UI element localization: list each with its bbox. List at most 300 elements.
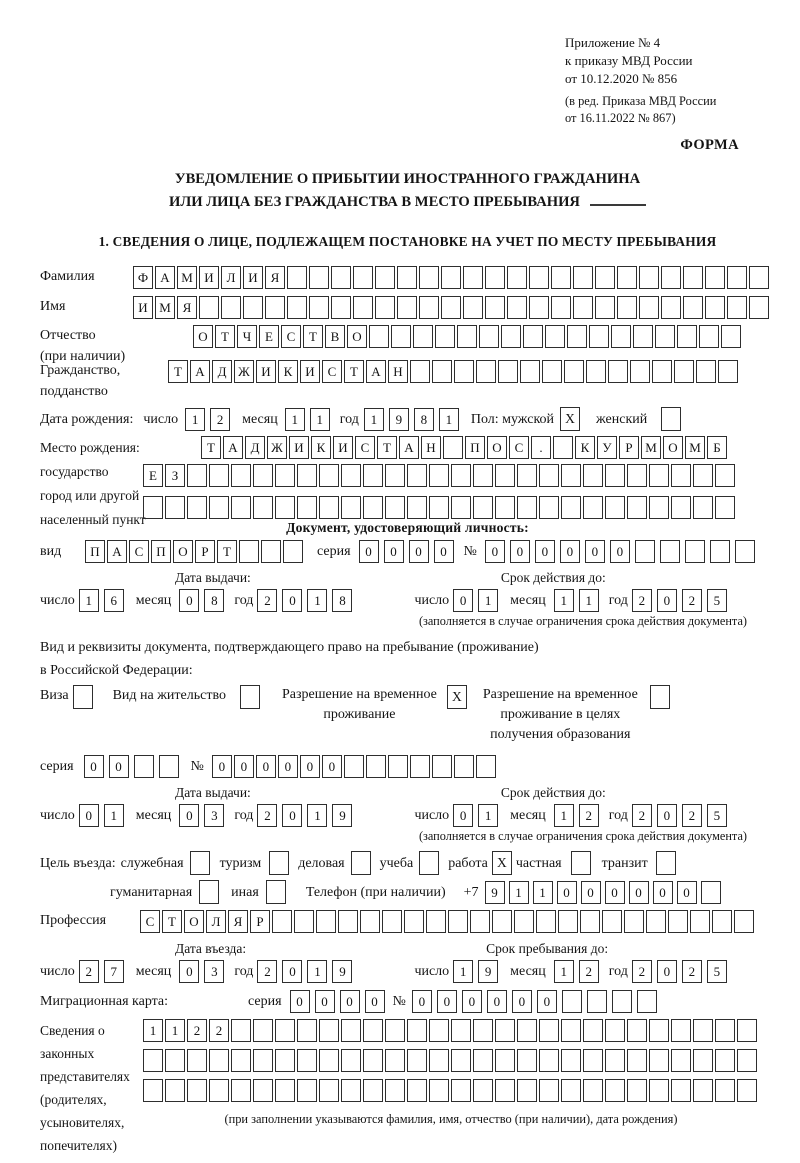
- char-cell: [385, 1049, 405, 1072]
- char-cell: [617, 296, 637, 319]
- char-cell: [448, 910, 468, 933]
- char-cell: [375, 296, 395, 319]
- char-cell: [187, 1079, 207, 1102]
- char-cell: Т: [377, 436, 397, 459]
- char-cell: 2: [682, 589, 702, 612]
- char-cell: Н: [421, 436, 441, 459]
- char-cell: Т: [215, 325, 235, 348]
- form-title-line1: УВЕДОМЛЕНИЕ О ПРИБЫТИИ ИНОСТРАННОГО ГРАЖДАНИНА: [174, 171, 641, 187]
- char-cell: [473, 1079, 493, 1102]
- char-cell: [485, 266, 505, 289]
- char-cell: 0: [282, 804, 302, 827]
- birthdate-label: Дата рождения:: [40, 411, 134, 427]
- char-cell: [612, 990, 632, 1013]
- char-cell: 9: [332, 960, 352, 983]
- char-cell: [514, 910, 534, 933]
- doc-date-headers: [40, 567, 775, 588]
- char-cell: 0: [512, 990, 532, 1013]
- char-cell: 0: [179, 804, 199, 827]
- purpose-private-checkbox: [571, 851, 591, 875]
- char-cell: И: [289, 436, 309, 459]
- char-cell: [294, 910, 314, 933]
- purpose-humanitarian-checkbox: [199, 880, 219, 904]
- char-cell: [479, 325, 499, 348]
- char-cell: 8: [204, 589, 224, 612]
- char-cell: 0: [610, 540, 630, 563]
- char-cell: [297, 1019, 317, 1042]
- char-cell: [539, 1049, 559, 1072]
- char-cell: [715, 496, 735, 519]
- char-cell: [363, 1079, 383, 1102]
- month-label: месяц: [135, 808, 172, 823]
- char-cell: [737, 1049, 757, 1072]
- char-cell: Ч: [237, 325, 257, 348]
- purpose-business-checkbox: [190, 851, 210, 875]
- char-cell: [737, 1079, 757, 1102]
- char-cell: [749, 296, 769, 319]
- char-cell: 0: [359, 540, 379, 563]
- char-cell: [382, 910, 402, 933]
- char-cell: [473, 464, 493, 487]
- char-cell: Т: [168, 360, 188, 383]
- char-cell: [239, 540, 259, 563]
- char-cell: 7: [104, 960, 124, 983]
- char-cell: К: [278, 360, 298, 383]
- profession-cells: [140, 910, 754, 933]
- char-cell: [470, 910, 490, 933]
- purpose-option-label: частная: [515, 855, 562, 871]
- char-cell: 1: [285, 408, 305, 431]
- char-cell: [441, 266, 461, 289]
- char-cell: [451, 1019, 471, 1042]
- char-cell: 2: [257, 589, 277, 612]
- char-cell: [388, 755, 408, 778]
- char-cell: 0: [535, 540, 555, 563]
- char-cell: [749, 266, 769, 289]
- month-label: месяц: [510, 593, 546, 608]
- validity-label: Срок действия до:: [500, 785, 606, 800]
- char-cell: [363, 1049, 383, 1072]
- citizenship-cells: [168, 360, 738, 383]
- char-cell: 2: [632, 960, 652, 983]
- doc-issue-year: [257, 589, 352, 612]
- char-cell: Д: [245, 436, 265, 459]
- char-cell: [727, 266, 747, 289]
- char-cell: [397, 266, 417, 289]
- char-cell: И: [333, 436, 353, 459]
- char-cell: 1: [453, 960, 473, 983]
- char-cell: И: [243, 266, 263, 289]
- permit-issue-month: [179, 804, 224, 827]
- char-cell: [627, 1049, 647, 1072]
- char-cell: [283, 540, 303, 563]
- appendix-block: [565, 34, 761, 127]
- visa-checkbox: [73, 685, 93, 709]
- char-cell: [385, 1019, 405, 1042]
- char-cell: О: [347, 325, 367, 348]
- char-cell: [319, 1019, 339, 1042]
- char-cell: [627, 1079, 647, 1102]
- birthplace-row1-cells: [201, 436, 735, 459]
- doc-exp-year: [632, 589, 727, 612]
- char-cell: [539, 464, 559, 487]
- char-cell: [410, 360, 430, 383]
- char-cell: 0: [657, 960, 677, 983]
- char-cell: [441, 296, 461, 319]
- char-cell: 1: [104, 804, 124, 827]
- char-cell: [595, 296, 615, 319]
- char-cell: [309, 266, 329, 289]
- char-cell: [363, 1019, 383, 1042]
- appendix-line: от 10.12.2020 № 856: [565, 71, 678, 86]
- char-cell: 2: [632, 589, 652, 612]
- char-cell: 0: [179, 589, 199, 612]
- char-cell: [231, 1049, 251, 1072]
- char-cell: С: [140, 910, 160, 933]
- char-cell: Д: [212, 360, 232, 383]
- char-cell: [495, 1079, 515, 1102]
- char-cell: 2: [632, 804, 652, 827]
- char-cell: [721, 325, 741, 348]
- char-cell: 1: [579, 589, 599, 612]
- char-cell: А: [399, 436, 419, 459]
- char-cell: 3: [204, 960, 224, 983]
- char-cell: [605, 1079, 625, 1102]
- char-cell: [143, 1049, 163, 1072]
- char-cell: [627, 496, 647, 519]
- char-cell: [492, 910, 512, 933]
- appendix-line: Приложение № 4: [565, 35, 661, 50]
- char-cell: [451, 496, 471, 519]
- reps-row2-cells: [143, 1049, 759, 1072]
- char-cell: [701, 881, 721, 904]
- purpose-label: Цель въезда:: [40, 855, 116, 871]
- char-cell: [683, 296, 703, 319]
- char-cell: Т: [303, 325, 323, 348]
- char-cell: 2: [257, 804, 277, 827]
- char-cell: [712, 910, 732, 933]
- permit-exp-month: [554, 804, 599, 827]
- char-cell: [529, 296, 549, 319]
- char-cell: 0: [300, 755, 320, 778]
- char-cell: 1: [533, 881, 553, 904]
- char-cell: [275, 464, 295, 487]
- char-cell: [331, 266, 351, 289]
- purpose-option-label: учеба: [379, 855, 414, 871]
- year-label: год: [234, 964, 254, 979]
- birth-day-cells: [185, 408, 230, 431]
- purpose-option-label: служебная: [120, 855, 184, 871]
- char-cell: [297, 464, 317, 487]
- char-cell: К: [575, 436, 595, 459]
- char-cell: 1: [307, 589, 327, 612]
- char-cell: И: [256, 360, 276, 383]
- doc-type-label: вид: [40, 544, 62, 559]
- char-cell: [583, 1049, 603, 1072]
- char-cell: 0: [557, 881, 577, 904]
- char-cell: [608, 360, 628, 383]
- char-cell: [583, 496, 603, 519]
- char-cell: 0: [409, 540, 429, 563]
- char-cell: [143, 496, 163, 519]
- purpose-transit-checkbox: [656, 851, 676, 875]
- char-cell: 2: [682, 804, 702, 827]
- char-cell: 0: [453, 804, 473, 827]
- char-cell: 2: [210, 408, 230, 431]
- char-cell: О: [487, 436, 507, 459]
- doc-type-cells: [85, 540, 303, 563]
- char-cell: [451, 464, 471, 487]
- char-cell: [586, 360, 606, 383]
- char-cell: [562, 990, 582, 1013]
- char-cell: [495, 1049, 515, 1072]
- char-cell: [275, 1079, 295, 1102]
- char-cell: [715, 1019, 735, 1042]
- char-cell: [517, 464, 537, 487]
- sex-label: Пол: мужской: [470, 411, 555, 427]
- temp-residence-label: Разрешение на временное проживание: [281, 687, 437, 722]
- char-cell: [407, 1079, 427, 1102]
- char-cell: 0: [605, 881, 625, 904]
- char-cell: [341, 1049, 361, 1072]
- char-cell: [660, 540, 680, 563]
- char-cell: З: [165, 464, 185, 487]
- birthplace-cells-column: [143, 436, 735, 519]
- char-cell: [476, 755, 496, 778]
- char-cell: [297, 1079, 317, 1102]
- forma-label: ФОРМА: [680, 137, 739, 153]
- char-cell: Т: [162, 910, 182, 933]
- month-label: месяц: [510, 808, 546, 823]
- char-cell: С: [322, 360, 342, 383]
- char-cell: [561, 1019, 581, 1042]
- migcard-number-cells: [412, 990, 657, 1013]
- char-cell: [602, 910, 622, 933]
- char-cell: 2: [187, 1019, 207, 1042]
- firstname-label: Имя: [40, 299, 66, 314]
- char-cell: О: [193, 325, 213, 348]
- char-cell: 6: [104, 589, 124, 612]
- migcard-series-cells: [290, 990, 385, 1013]
- char-cell: [443, 436, 463, 459]
- validity-label: Срок действия до:: [500, 570, 606, 585]
- char-cell: 0: [322, 755, 342, 778]
- char-cell: [674, 360, 694, 383]
- char-cell: 1: [478, 589, 498, 612]
- char-cell: [451, 1049, 471, 1072]
- doc-issue-month: [179, 589, 224, 612]
- char-cell: [407, 1049, 427, 1072]
- char-cell: [671, 496, 691, 519]
- purpose-option-label: транзит: [601, 855, 648, 871]
- purpose-row2: [40, 880, 775, 904]
- char-cell: [385, 1079, 405, 1102]
- char-cell: [407, 1019, 427, 1042]
- char-cell: А: [190, 360, 210, 383]
- char-cell: [165, 496, 185, 519]
- permit-dates-row: [40, 804, 775, 827]
- char-cell: [646, 910, 666, 933]
- char-cell: [231, 464, 251, 487]
- permit-series-label: серия: [40, 759, 74, 774]
- char-cell: 0: [278, 755, 298, 778]
- char-cell: 1: [79, 589, 99, 612]
- char-cell: [429, 1019, 449, 1042]
- char-cell: [605, 1049, 625, 1072]
- char-cell: 1: [310, 408, 330, 431]
- char-cell: [507, 266, 527, 289]
- char-cell: Е: [143, 464, 163, 487]
- char-cell: О: [173, 540, 193, 563]
- char-cell: [369, 325, 389, 348]
- char-cell: 0: [453, 589, 473, 612]
- char-cell: Т: [201, 436, 221, 459]
- temp-residence-checkbox: X: [447, 685, 467, 709]
- char-cell: М: [641, 436, 661, 459]
- char-cell: [649, 1019, 669, 1042]
- char-cell: [573, 296, 593, 319]
- char-cell: [429, 1049, 449, 1072]
- entry-day: [79, 960, 124, 983]
- char-cell: 0: [315, 990, 335, 1013]
- doc-dates-row: [40, 589, 775, 612]
- permit-issue-day: [79, 804, 124, 827]
- char-cell: [287, 266, 307, 289]
- char-cell: [693, 1079, 713, 1102]
- year-label: год: [608, 808, 628, 823]
- char-cell: [413, 325, 433, 348]
- char-cell: 0: [434, 540, 454, 563]
- char-cell: [495, 1019, 515, 1042]
- char-cell: 0: [629, 881, 649, 904]
- char-cell: [316, 910, 336, 933]
- char-cell: 2: [682, 960, 702, 983]
- char-cell: [567, 325, 587, 348]
- day-label: число: [40, 964, 75, 979]
- char-cell: [495, 464, 515, 487]
- char-cell: 0: [179, 960, 199, 983]
- char-cell: Е: [259, 325, 279, 348]
- phone-label: Телефон (при наличии): [305, 884, 446, 900]
- representatives-caption: (при заполнении указываются фамилия, имя, отчество (при наличии), дата рождения): [224, 1112, 678, 1126]
- char-cell: 0: [282, 589, 302, 612]
- char-cell: [661, 296, 681, 319]
- char-cell: [341, 496, 361, 519]
- char-cell: [363, 496, 383, 519]
- permit-options-row: [40, 685, 775, 745]
- char-cell: [630, 360, 650, 383]
- char-cell: [671, 464, 691, 487]
- purpose-tourism-checkbox: [269, 851, 289, 875]
- char-cell: 1: [307, 804, 327, 827]
- char-cell: Я: [265, 266, 285, 289]
- representatives-cells-column: [143, 1019, 759, 1127]
- char-cell: [627, 464, 647, 487]
- char-cell: [649, 464, 669, 487]
- permit-intro: Вид и реквизиты документа, подтверждающего право на пребывание (проживание) в Российской Федерации:: [40, 640, 539, 678]
- char-cell: [253, 1019, 273, 1042]
- char-cell: [639, 296, 659, 319]
- char-cell: [655, 325, 675, 348]
- entry-dates-row: [40, 960, 775, 983]
- month-label: месяц: [135, 964, 172, 979]
- char-cell: [407, 464, 427, 487]
- edu-residence-label: Разрешение на временное проживание в целях получения образования: [482, 687, 638, 742]
- purpose-option-label: работа: [448, 855, 488, 871]
- char-cell: [454, 360, 474, 383]
- purpose-option-label: иная: [231, 884, 259, 900]
- char-cell: [231, 1079, 251, 1102]
- char-cell: [363, 464, 383, 487]
- char-cell: 2: [257, 960, 277, 983]
- char-cell: [429, 496, 449, 519]
- char-cell: 1: [554, 804, 574, 827]
- char-cell: [671, 1049, 691, 1072]
- doc-issue-day: [79, 589, 124, 612]
- char-cell: 0: [79, 804, 99, 827]
- char-cell: [360, 910, 380, 933]
- entry-year: [257, 960, 352, 983]
- char-cell: [275, 496, 295, 519]
- day-label: число: [414, 593, 450, 608]
- birthplace-row2-cells: [143, 464, 735, 487]
- char-cell: [404, 910, 424, 933]
- char-cell: Ф: [133, 266, 153, 289]
- doc-number-label: №: [463, 544, 477, 559]
- char-cell: [737, 1019, 757, 1042]
- char-cell: [523, 325, 543, 348]
- char-cell: [718, 360, 738, 383]
- char-cell: [187, 496, 207, 519]
- char-cell: Р: [195, 540, 215, 563]
- char-cell: 1: [439, 408, 459, 431]
- char-cell: [419, 266, 439, 289]
- char-cell: [553, 436, 573, 459]
- residence-permit-checkbox: [240, 685, 260, 709]
- char-cell: [341, 1019, 361, 1042]
- purpose-option-label: деловая: [298, 855, 345, 871]
- year-label: год: [234, 808, 254, 823]
- char-cell: К: [311, 436, 331, 459]
- migration-card-row: [40, 990, 775, 1013]
- firstname-row: [40, 296, 775, 319]
- char-cell: [297, 496, 317, 519]
- char-cell: [705, 296, 725, 319]
- char-cell: [561, 496, 581, 519]
- char-cell: 0: [485, 540, 505, 563]
- char-cell: [693, 1049, 713, 1072]
- char-cell: П: [151, 540, 171, 563]
- permit-exp-year: [632, 804, 727, 827]
- char-cell: [366, 755, 386, 778]
- char-cell: [375, 266, 395, 289]
- char-cell: [501, 325, 521, 348]
- year-label: год: [339, 411, 359, 427]
- phone-prefix: +7: [463, 884, 479, 900]
- char-cell: [297, 1049, 317, 1072]
- char-cell: [558, 910, 578, 933]
- char-cell: [693, 496, 713, 519]
- stay-day: [453, 960, 498, 983]
- char-cell: [715, 1049, 735, 1072]
- entry-date-headers: [40, 938, 775, 959]
- char-cell: 0: [412, 990, 432, 1013]
- birthplace-label: Место рождения: государство город или другой населенный пункт: [40, 440, 146, 527]
- char-cell: [253, 496, 273, 519]
- char-cell: [561, 1079, 581, 1102]
- char-cell: [498, 360, 518, 383]
- char-cell: [649, 496, 669, 519]
